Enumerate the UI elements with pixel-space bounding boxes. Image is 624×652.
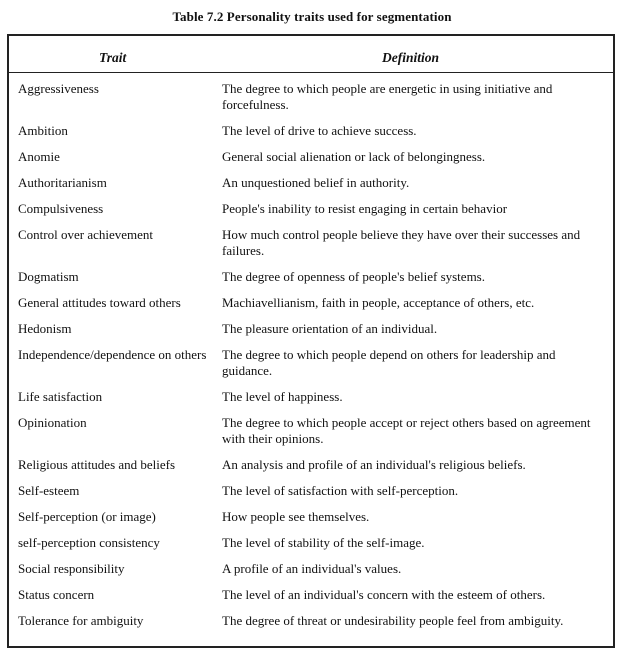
trait-cell: Control over achievement <box>18 227 154 242</box>
table-row <box>9 587 608 603</box>
table-row <box>9 561 608 577</box>
definition-cell: An unquestioned belief in authority. <box>222 175 410 190</box>
trait-cell: Anomie <box>18 149 60 164</box>
table-row <box>9 483 608 499</box>
definition-cell: The degree to which people accept or reject others based on agreement with their opinions. <box>222 415 591 446</box>
definition-cell: An analysis and profile of an individual's religious beliefs. <box>222 457 526 472</box>
trait-cell: Tolerance for ambiguity <box>18 613 144 628</box>
header-rule <box>9 72 613 73</box>
definition-cell: How much control people believe they have over their successes and failures. <box>222 227 581 258</box>
trait-cell: Dogmatism <box>18 269 79 284</box>
trait-cell: Opinionation <box>18 415 87 430</box>
table-row <box>9 457 608 473</box>
trait-cell: Authoritarianism <box>18 175 107 190</box>
table-row <box>9 201 608 217</box>
trait-cell: Independence/dependence on others <box>18 347 207 362</box>
table-row <box>9 123 608 139</box>
table-row <box>9 227 608 259</box>
definition-cell: The degree to which people depend on others for leadership and guidance. <box>222 347 556 378</box>
definition-cell: People's inability to resist engaging in certain behavior <box>222 201 508 216</box>
trait-cell: Self-esteem <box>18 483 80 498</box>
table-row <box>9 535 608 551</box>
table-row <box>9 81 608 113</box>
table-row <box>9 295 608 311</box>
table-caption: Table 7.2 Personality traits used for segmentation <box>172 9 452 24</box>
definition-cell: The level of stability of the self-image. <box>222 535 425 550</box>
table-row <box>9 149 608 165</box>
definition-cell: The level of an individual's concern with the esteem of others. <box>222 587 546 602</box>
definition-cell: General social alienation or lack of belongingness. <box>222 149 486 164</box>
trait-cell: Social responsibility <box>18 561 125 576</box>
table-row <box>9 509 608 525</box>
trait-cell: Self-perception (or image) <box>18 509 156 524</box>
definition-cell: A profile of an individual's values. <box>222 561 402 576</box>
table-row <box>9 347 608 379</box>
definition-cell: The degree of threat or undesirability people feel from ambiguity. <box>222 613 564 628</box>
header-definition: Definition <box>382 50 440 65</box>
definition-cell: The pleasure orientation of an individual. <box>222 321 438 336</box>
table-row <box>9 613 608 629</box>
trait-cell: General attitudes toward others <box>18 295 181 310</box>
table-frame <box>7 34 615 648</box>
definition-cell: How people see themselves. <box>222 509 370 524</box>
trait-cell: self-perception consistency <box>18 535 160 550</box>
definition-cell: The degree to which people are energetic in using initiative and forcefulness. <box>222 81 553 112</box>
trait-cell: Status concern <box>18 587 95 602</box>
trait-cell: Religious attitudes and beliefs <box>18 457 176 472</box>
table-row <box>9 175 608 191</box>
trait-cell: Aggressiveness <box>18 81 99 96</box>
definition-cell: The level of happiness. <box>222 389 343 404</box>
table-row <box>9 321 608 337</box>
table-row <box>9 389 608 405</box>
trait-cell: Hedonism <box>18 321 72 336</box>
header-trait: Trait <box>99 50 127 65</box>
table-row <box>9 269 608 285</box>
definition-cell: The degree of openness of people's belief systems. <box>222 269 485 284</box>
trait-cell: Ambition <box>18 123 68 138</box>
definition-cell: Machiavellianism, faith in people, acceptance of others, etc. <box>222 295 535 310</box>
trait-cell: Compulsiveness <box>18 201 104 216</box>
trait-cell: Life satisfaction <box>18 389 103 404</box>
definition-cell: The level of drive to achieve success. <box>222 123 417 138</box>
definition-cell: The level of satisfaction with self-perception. <box>222 483 459 498</box>
table-row <box>9 415 608 447</box>
